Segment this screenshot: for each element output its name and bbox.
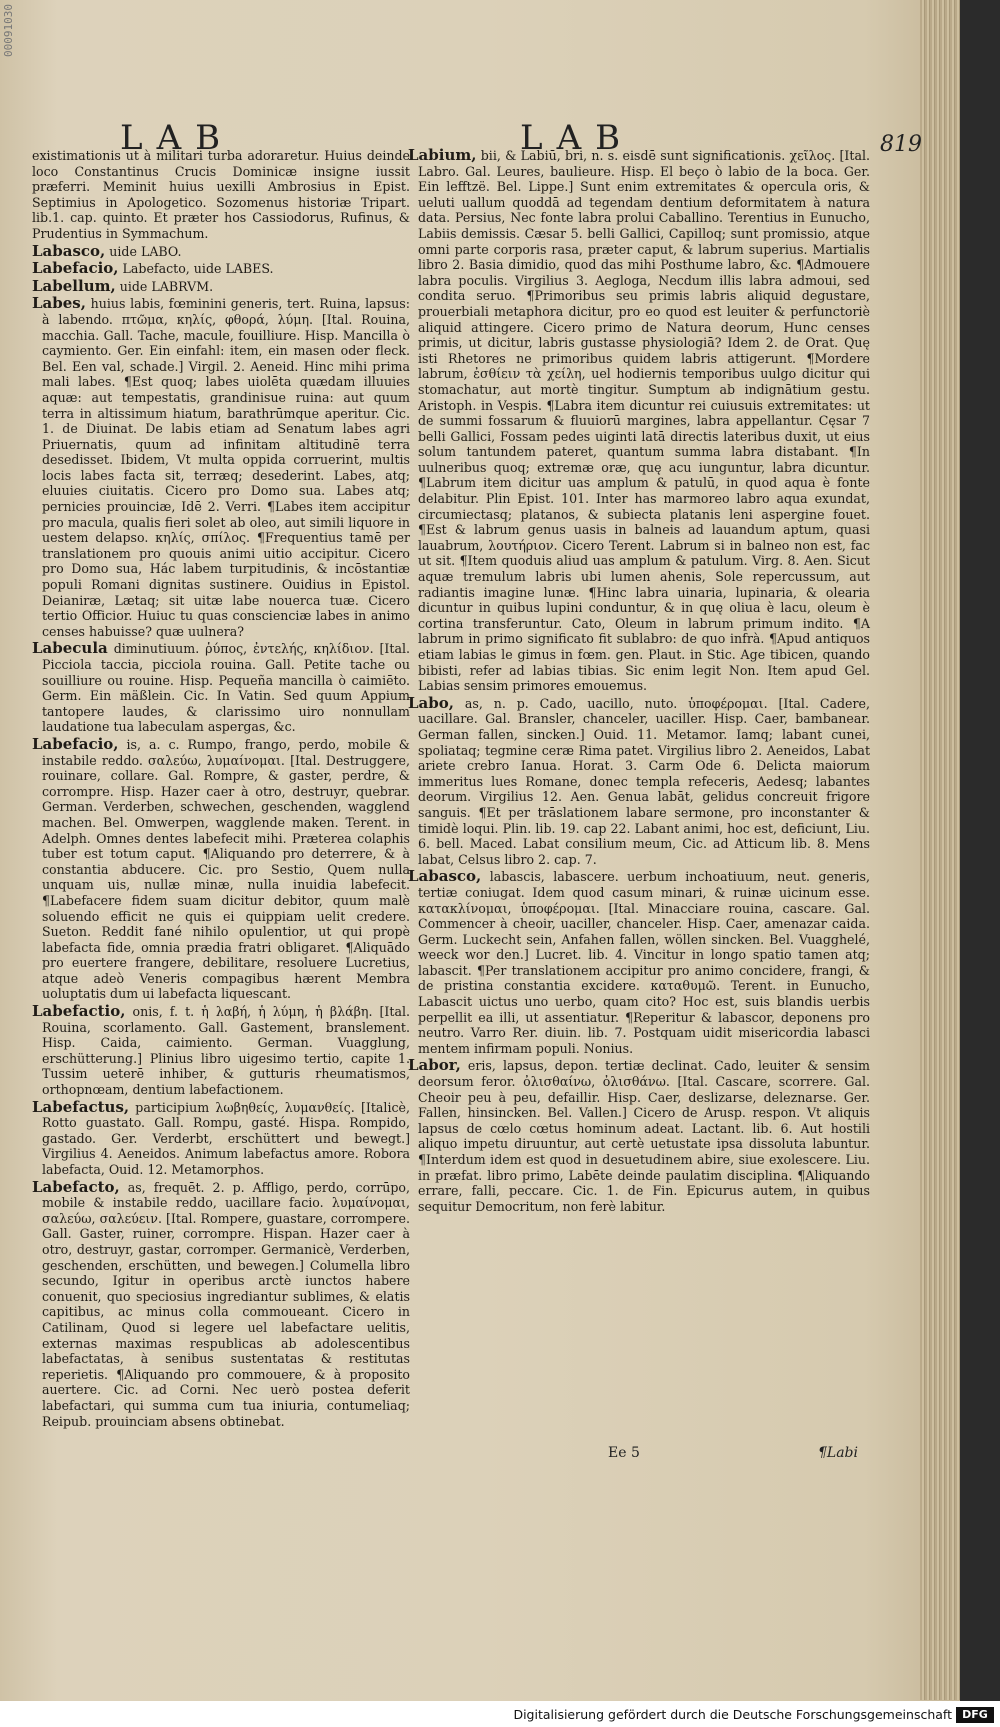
entry-headword: Labefacio,: [32, 734, 119, 753]
dictionary-entry: [408, 869, 870, 1056]
left-column: [32, 148, 410, 1431]
catchword: ¶Labi: [818, 1445, 858, 1461]
dictionary-entry: [408, 148, 870, 694]
footer-credit: Digitalisierung gefördert durch die Deutsche Forschungsgemeinschaft: [513, 1707, 952, 1722]
dictionary-entry: [32, 1004, 410, 1098]
running-header-left: LAB: [120, 118, 235, 158]
entry-headword: Labo,: [408, 693, 454, 712]
entry-headword: Labor,: [408, 1056, 461, 1075]
dictionary-entry: [408, 1058, 870, 1214]
dictionary-entry: [32, 1097, 410, 1178]
entry-headword: Labefactus,: [32, 1097, 130, 1116]
entry-headword: Labasco,: [32, 241, 106, 260]
entry-text: uide LABO.: [109, 243, 182, 259]
dictionary-entry: [32, 276, 410, 295]
entry-text: is, a. c. Rumpo, frango, perdo, mobile & instabile reddo. σαλεύω, λυμαίνομαι. [Ital. Destruggere, rouinare, collare. Gal. Rompre, & gaster, perdre, & corrompre. Hisp. Hazer caer à otro, destruyr, quebrar. German. Verderben, schwechen, geschenden, wagglend machen. Bel. Omwerpen, wagglende maken. Terent. in Adelph. Omnes dentes labefecit mihi. Præterea colaphis tuber est totum caput. ¶Aliquando pro deterrere, & à constantia abducere. Cic. pro Sestio, Quem nulla unquam uis, nullæ minæ, nulla inuidia labefecit. ¶Labefacere fidem suam dicitur debitor, quum malè soluendo efficit ne quis ei quippiam uelit credere. Sueton. Reddit fané nihilo opulentior, ut qui propè labefacta fide, omnia prædia fratri obligaret. ¶Aliquādo pro euertere frangere, debilitare, resoluere Lucretius, atque adeò Veneris compagibus hærent Membra uoluptatis dum ui labefacta liquescant.: [42, 736, 410, 1002]
dfg-logo: DFG: [956, 1707, 994, 1723]
dictionary-entry: [32, 734, 410, 1002]
dictionary-entry: [32, 296, 410, 639]
dictionary-entry: [32, 641, 410, 735]
entry-text: as, n. p. Cado, uacillo, nuto. ὑποφέρομαι. [Ital. Cadere, uacillare. Gal. Bransler, chanceler, uaciller. Hisp. Caer, bambanear. German fallen, sincken.] Ouid. 11. Metamor. Iamq; labant cunei, spoliataq; tegmine ceræ Rima patet. Virgilius libro 2. Aeneidos, Labat ariete crebro Ianua. Horat. 3. Carm Ode 6. Delicta maiorum immeritus lues Romane, donec templa refeceris, Aedesq; labantes deorum. Virgilius 12. Aen. Genua labāt, gelidus concreuit frigore sanguis. ¶Et per trāslationem labare sermone, pro inconstanter & timidè loqui. Plin. lib. 19. cap 22. Labant animi, hoc est, deficiunt, Liu. 6. bell. Maced. Labat consilium meum, Cic. ad Atticum lib. 8. Mens labat, Celsus libro 2. cap. 7.: [418, 695, 870, 867]
dictionary-entry: [32, 241, 410, 260]
entry-headword: Labes,: [32, 294, 86, 313]
entry-text: eris, lapsus, depon. tertiæ declinat. Cado, leuiter & sensim deorsum feror. ὀλισθαίνω, ὀλισθάνω. [Ital. Cascare, scorrere. Gal. Cheoir peu à peu, defaillir. Hisp. Caer, deslizarse, deleznarse. Ger. Fallen, hinsincken. Bel. Vallen.] Cicero de Arusp. respon. Vt aliquis lapsus de cœlo cœtus hominum adeat. Lactant. lib. 6. Aut hostili aliquo impetu diruuntur, aut certè uetustate ipsa dissoluta labuntur. ¶Interdum idem est quod in desuetudinem abire, siue exolescere. Liu. in præfat. libro primo, Labēte deinde paulatim disciplina. ¶Aliquando errare, falli, peccare. Cic. 1. de Fin. Epicurus autem, in quibus sequitur Democritum, non ferè labitur.: [418, 1058, 870, 1214]
scan-id: 00091030: [2, 4, 15, 57]
dictionary-entry: [32, 148, 410, 242]
entry-headword: Labecula: [32, 639, 108, 658]
dictionary-entry: [32, 1177, 410, 1430]
entry-text: bii, & Labiū, bri, n. s. eisdē sunt significationis. χεῖλος. [Ital. Labro. Gal. Leures, baulieure. Hisp. El beço ò labio de la boca. Ger. Ein lefftzë. Bel. Lippe.] Sunt enim extremitates & opercula oris, & ueluti uallum quoddā ad tegendam dentium deformitatem à natura data. Persius, Nec fonte labra prolui Caballino. Terentius in Eunucho, Labiis demissis. Cæsar 5. belli Gallici, Capilloq; sunt promissio, atque omni parte corporis rasa, præter caput, & labrum superius. Martialis libro 2. Basia dimidio, quod das mihi Posthume labro, &c. ¶Admouere labra poculis. Virgilius 3. Aegloga, Necdum illis labra admoui, sed condita seruo. ¶Primoribus seu primis labris aliquid degustare, prouerbiali metaphora dicitur, pro eo quod est leuiter & perfunctoriè aliquid attingere. Cicero primo de Natura deorum, Hunc censes primis, ut dicitur, labris gustasse physiologiā? Idem 2. de Orat. Quę isti Rhetores ne primoribus quidem labris attigerunt. ¶Mordere labrum, ἐσθίειν τὰ χείλη, uel hodiernis temporibus uulgo dicitur qui stomachatur, aut mortè tingitur. Sumptum ab indignātium gestu. Aristoph. in Vespis. ¶Labra item dicuntur rei cuiusuis extremitates: ut de summi fossarum & fluuiorū margines, labra appellantur. Cęsar 7 belli Gallici, Fossam pedes uiginti latā directis lateribus duxit, ut eius solum tantundem pateret, quantum summa labra distabant. ¶In uulneribus quoq; extremæ oræ, quę acu iunguntur, labra dicuntur. ¶Labrum item dicitur uas amplum & patulū, in quod aqua è fonte delabitur. Plin Epist. 101. Inter has marmoreo labro aqua exundat, circumiectasq; platanos, & subiecta platanis leni aspergine fouet. ¶Est & labrum genus uasis in balneis ad lauandum aptum, quasi lauabrum, λουτήριον. Cicero Terent. Labrum si in balneo non est, fac ut sit. ¶Item quoduis aliud uas amplum & patulum. Virg. 8. Aen. Sicut aquæ tremulum labris ubi lumen ahenis, Sole repercussum, aut radiantis imagine lunæ. ¶Hinc labra uinaria, lupinaria, & olearia dicuntur in quibus lupini conduntur, & in quę oliua è lacu, oleum è cortina transferuntur. Cato, Oleum in labrum primum indito. ¶A labrum in primo significato fit sublabro: de quo infrà. ¶Apud antiquos etiam labias le gimus in fœm. gen. Plaut. in Stic. Age tibicen, quando bibisti, refer ad labias tibias. Sic enim legit Non. Item apud Gel. Labias sensim primores emouemus.: [418, 148, 870, 694]
entry-text: existimationis ut à militari turba adoraretur. Huius deinde loco Constantinus Crucis Dominicæ insigne iussit præferri. Meminit huius uexilli Ambrosius in Epist. Septimius in Apologetico. Sozomenus historiæ Tripart. lib.1. cap. quinto. Et præter hos Cassiodorus, Rufinus, & Prudentius in Symmachum.: [32, 148, 410, 241]
entry-text: diminutiuum. ῥύπος, ἐντελής, κηλίδιον. [Ital. Picciola taccia, picciola rouina. Gall. Petite tache ou souilliure ou rouine. Hisp. Pequeña mancilla ò caimiēto. Germ. Ein mäßlein. Cic. In Vatin. Sed quum Appium tantopere laudes, & clarissimo uiro nonnullam laudatione tua labeculam aspergas, &c.: [42, 641, 410, 735]
signature-mark: Ee 5: [608, 1445, 640, 1461]
entry-headword: Labasco,: [408, 867, 482, 886]
page-edge: [920, 0, 960, 1700]
entry-text: uide LABRVM.: [119, 278, 214, 294]
dictionary-entry: [408, 693, 870, 868]
entry-headword: Labefactio,: [32, 1002, 126, 1021]
entry-text: labascis, labascere. uerbum inchoatiuum, neut. generis, tertiæ coniugat. Idem quod casum minari, & ruinæ uicinum esse. κατακλίνομαι, ὑποφέρομαι. [Ital. Minacciare rouina, cascare. Gal. Commencer à cheoir, uaciller, chanceler. Hisp. Caer, amenazar caida. Germ. Luckecht sein, Anfahen fallen, wöllen sincken. Bel. Vuagghelé, weeck wor den.] Lucret. lib. 4. Vincitur in longo spatio tamen atq; labascit. ¶Per translationem accipitur pro animo concidere, frangi, & de pristina constantia excidere. καταθυμῶ. Terent. in Eunucho, Labascit uictus uno uerbo, quam cito? Hoc est, suis blandis uerbis perpellit ea illi, ut assentiatur. ¶Reperitur & labascor, deponens pro neutro. Varro Rer. diuin. lib. 7. Postquam uidit misericordia labasci mentem infirmam populi. Nonius.: [418, 869, 870, 1056]
entry-text: huius labis, fœminini generis, tert. Ruina, lapsus: à labendo. πτῶμα, κηλίς, φθορά, λύμη. [Ital. Rouina, macchia. Gall. Tache, macule, fouilliure. Hisp. Mancilla ò caymiento. Ger. Ein einfahl: item, ein masen oder fleck. Bel. Een val, schade.] Virgil. 2. Aeneid. Hinc mihi prima mali labes. ¶Est quoq; labes uiolēta quædam illuuies aquæ: aut tempestatis, grandinisue ruina: aut quum terra in altissimum hiatum, barathrūmque aperitur. Cic. 1. de Diuinat. De labis etiam ad Senatum labes agri Priuernatis, quum ad infinitam altitudinē terra desedisset. Ibidem, Vt multa oppida corruerint, multis locis labes facta sit, terræq; desederint. Labes, atq; eluuies ciuitatis. Cicero pro Domo sua. Labes atq; pernicies prouinciæ, Idē 2. Verri. ¶Labes item accipitur pro macula, qualis fieri solet ab oleo, aut simili liquore in uestem delapso. κηλίς, σπίλος. ¶Frequentius tamē per translationem pro quouis animi uitio accipitur. Cicero pro Domo sua, Hác labem turpitudinis, & incōstantiæ populi Romani dignitas sustinere. Ouidius in Epistol. Deianiræ, Lætaq; sit uitæ labe nouerca tuæ. Cicero tertio Officior. Huiuc tu quas conscienciæ labes in animo censes habuisse? quæ uulnera?: [42, 296, 410, 639]
entry-headword: Labefacio,: [32, 259, 119, 278]
page-number: 819: [880, 132, 922, 157]
running-header-right: LAB: [520, 118, 635, 158]
entry-text: onis, f. t. ἡ λαβή, ἡ λύμη, ἡ βλάβη. [Ital. Rouina, scorlamento. Gall. Gastement, branslement. Hisp. Caida, caimiento. German. Vuagglung, erschütterung.] Plinius libro uigesimo tertio, capite 1. Tussim ueterē inhiber, & gutturis rheumatismos, orthopnœam, dentium labefactionem.: [42, 1004, 410, 1098]
entry-headword: Labium,: [408, 146, 477, 164]
right-column: [408, 148, 870, 1216]
dictionary-entry: [32, 261, 410, 277]
entry-text: as, frequēt. 2. p. Affligo, perdo, corrūpo, mobile & instabile reddo, uacillare facio. λυμαίνομαι, σαλεύω, σαλεύειν. [Ital. Rompere, guastare, corrompere. Gall. Gaster, ruiner, corrompre. Hispan. Hazer caer à otro, destruyr, gastar, corromper. Germanicè, Verderben, geschenden, erschütten, und bewegen.] Columella libro secundo, Igitur in operibus arctè iunctos habere conuenit, quo speciosius ingrediantur sublimes, & elatis capitibus, ac minus colla commoueant. Cicero in Catilinam, Quod si legere uel labefactare uelitis, externas maximas respublicas ab adolescentibus labefactatas, à senibus sustentatas & restitutas reperietis. ¶Aliquando pro commouere, & à proposito auertere. Cic. ad Corni. Nec uerò postea deferit labefactari, qui summa cum tua iniuria, contumeliaq; Reipub. prouinciam absens obtinebat.: [42, 1179, 410, 1429]
entry-text: participium λωβηθείς, λυμανθείς. [Italicè, Rotto guastato. Gall. Rompu, gasté. Hispa. Rompido, gastado. Ger. Verderbt, erschüttert und bewegt.] Virgilius 4. Aeneidos. Animum labefactus amore. Robora labefacta, Ouid. 12. Metamorphos.: [42, 1099, 410, 1177]
entry-headword: Labellum,: [32, 276, 116, 295]
entry-headword: Labefacto,: [32, 1177, 120, 1196]
entry-text: Labefacto, uide LABES.: [122, 261, 274, 277]
footer-bar: [0, 1701, 1000, 1727]
